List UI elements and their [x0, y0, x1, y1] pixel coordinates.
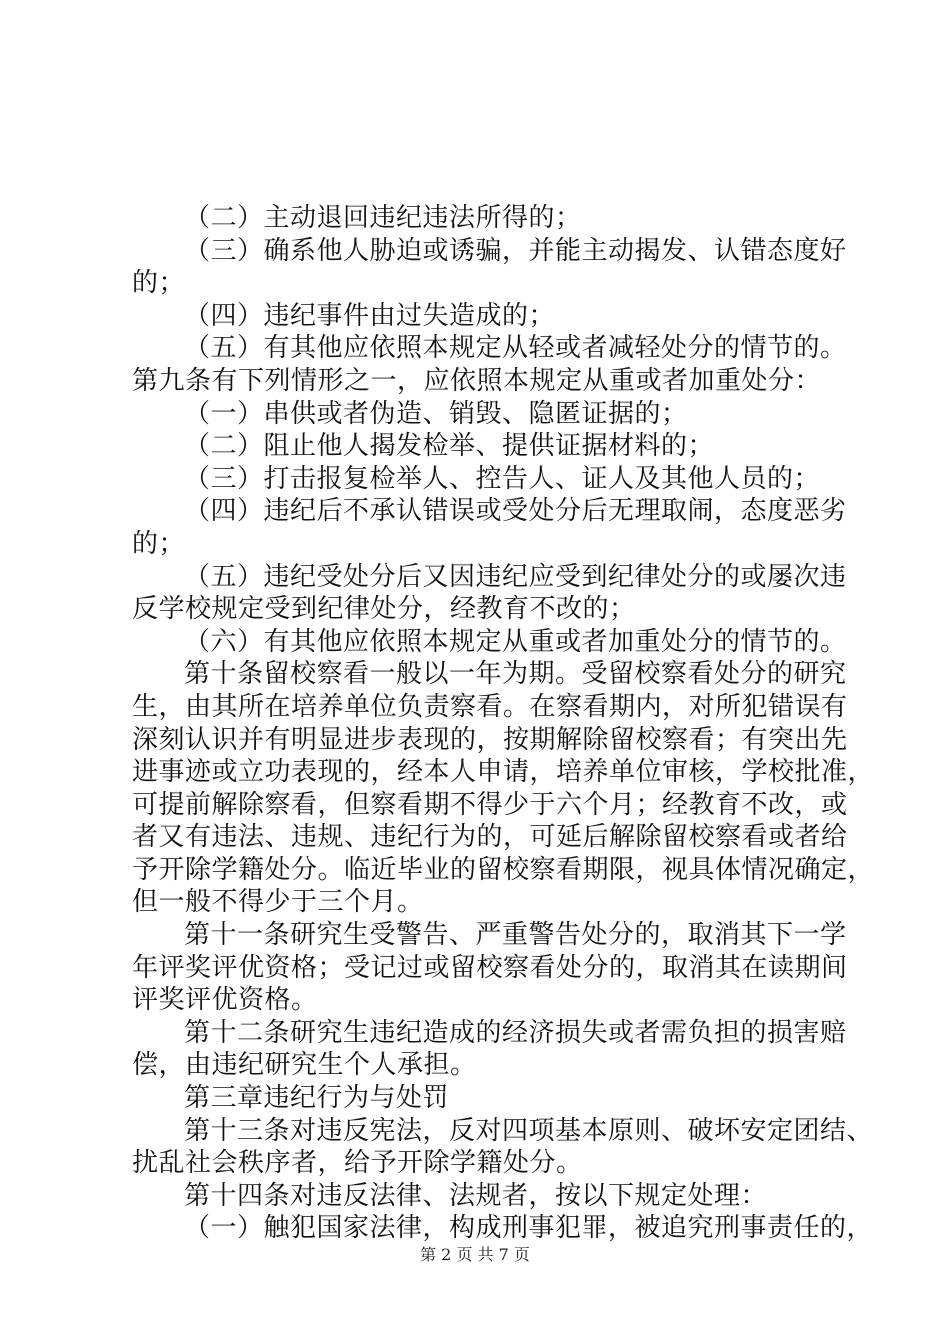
text-line: 偿，由违纪研究生个人承担。: [132, 1050, 477, 1081]
text-line: （三）打击报复检举人、控告人、证人及其他人员的；: [184, 463, 821, 494]
page-footer: 第 2 页 共 7 页: [420, 1245, 530, 1264]
text-line: （五）违纪受处分后又因违纪应受到纪律处分的或屡次违: [184, 561, 847, 592]
text-line: 但一般不得少于三个月。: [132, 887, 424, 918]
text-line: 第十一条研究生受警告、严重警告处分的，取消其下一学: [184, 920, 847, 951]
text-line: （一）触犯国家法律，构成刑事犯罪，被追究刑事责任的，: [184, 1213, 874, 1244]
text-line: 的；: [132, 268, 186, 299]
text-line: 的；: [132, 528, 186, 559]
text-line: （六）有其他应依照本规定从重或者加重处分的情节的。: [184, 626, 847, 657]
text-line: 第九条有下列情形之一，应依照本规定从重或者加重处分：: [132, 365, 822, 396]
text-line: 进事迹或立功表现的，经本人申请，培养单位审核，学校批准，: [132, 757, 875, 788]
text-line: 第十条留校察看一般以一年为期。受留校察看处分的研究: [184, 659, 847, 690]
text-line: （二）主动退回违纪违法所得的；: [184, 203, 582, 233]
text-line: 生，由其所在培养单位负责察看。在察看期内，对所犯错误有: [132, 691, 848, 722]
text-line: （一）串供或者伪造、销毁、隐匿证据的；: [184, 398, 688, 429]
text-line: 深刻认识并有明显进步表现的，按期解除留校察看；有突出先: [132, 724, 848, 755]
text-line: （四）违纪后不承认错误或受处分后无理取闹，态度恶劣: [184, 496, 847, 527]
text-line: 可提前解除察看，但察看期不得少于六个月；经教育不改，或: [132, 789, 848, 820]
text-line: 年评奖评优资格；受记过或留校察看处分的，取消其在读期间: [132, 952, 848, 983]
text-line: （二）阻止他人揭发检举、提供证据材料的；: [184, 431, 715, 462]
text-line: 第十二条研究生违纪造成的经济损失或者需负担的损害赔: [184, 1017, 847, 1048]
text-line: 扰乱社会秩序者，给予开除学籍处分。: [132, 1148, 583, 1179]
text-line: 予开除学籍处分。临近毕业的留校察看期限，视具体情况确定，: [132, 854, 875, 885]
text-line: 评奖评优资格。: [132, 985, 318, 1016]
text-line: 反学校规定受到纪律处分，经教育不改的；: [132, 594, 636, 625]
text-line: 第十三条对违反宪法，反对四项基本原则、破坏安定团结、: [184, 1115, 874, 1146]
document-body: [132, 202, 875, 1245]
text-line: （五）有其他应依照本规定从轻或者减轻处分的情节的。: [184, 333, 847, 364]
text-line: （三）确系他人胁迫或诱骗，并能主动揭发、认错态度好: [184, 235, 847, 266]
text-line: 者又有违法、违规、违纪行为的，可延后解除留校察看或者给: [132, 822, 848, 853]
text-line: 第三章违纪行为与处罚: [184, 1083, 450, 1114]
text-line: （四）违纪事件由过失造成的；: [184, 300, 556, 331]
text-line: 第十四条对违反法律、法规者，按以下规定处理：: [184, 1180, 768, 1211]
